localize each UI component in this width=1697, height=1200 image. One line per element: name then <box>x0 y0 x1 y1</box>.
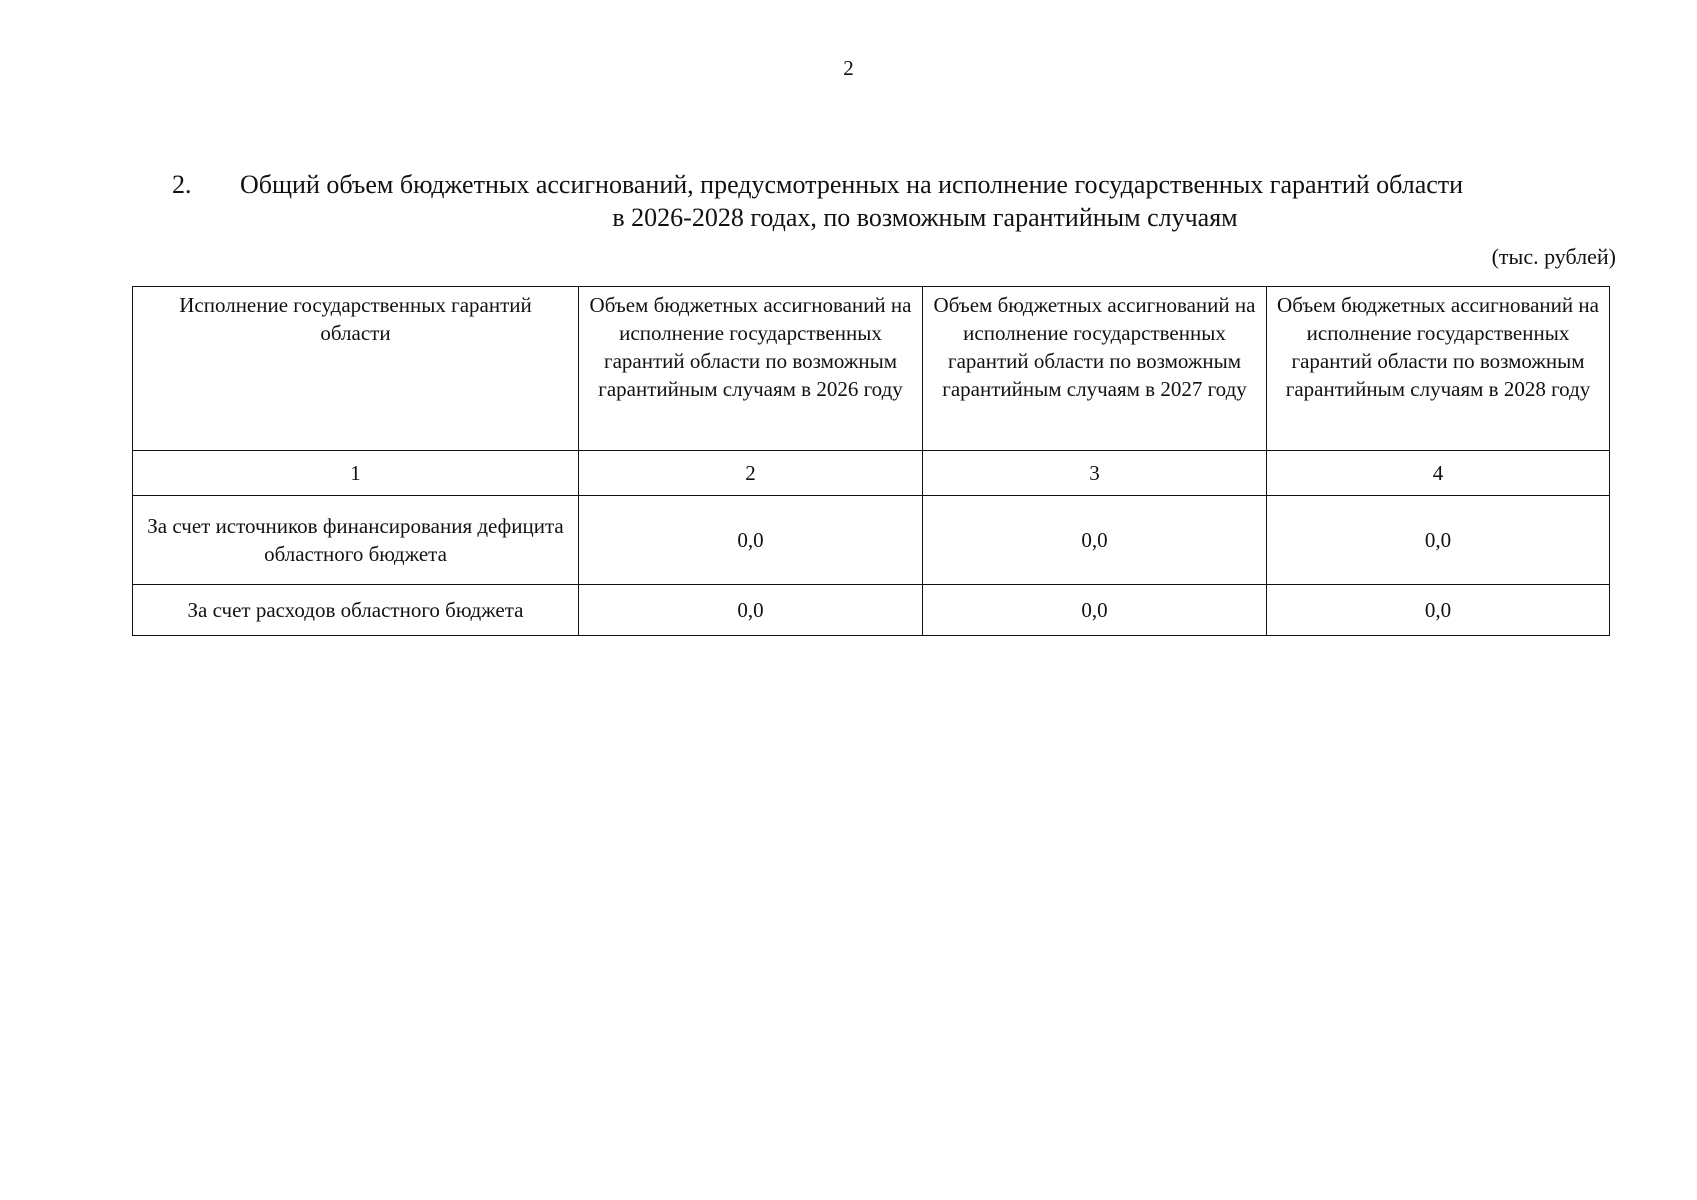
column-number: 1 <box>133 451 579 496</box>
heading-number: 2. <box>172 170 192 199</box>
table-row <box>133 496 1610 585</box>
page-number: 2 <box>843 56 854 80</box>
cell-value-2028: 0,0 <box>1267 496 1610 585</box>
table-header-row <box>133 287 1610 451</box>
column-number: 2 <box>579 451 923 496</box>
cell-value-2027: 0,0 <box>923 496 1267 585</box>
header-volume-2027: Объем бюджетных ассигнований на исполнение государственных гарантий области по возможным гарантийным случаям в 2027 году <box>923 287 1267 451</box>
cell-value-2027: 0,0 <box>923 585 1267 636</box>
section-heading <box>150 168 1610 234</box>
guarantees-table <box>132 286 1610 636</box>
header-volume-2026: Объем бюджетных ассигнований на исполнение государственных гарантий области по возможным гарантийным случаям в 2026 году <box>579 287 923 451</box>
heading-text-line-2: в 2026-2028 годах, по возможным гарантийным случаям <box>612 203 1238 232</box>
cell-value-2026: 0,0 <box>579 496 923 585</box>
table-row <box>133 585 1610 636</box>
header-guarantee-execution: Исполнение государственных гарантий области <box>133 287 579 451</box>
units-label: (тыс. рублей) <box>1491 244 1616 269</box>
column-number: 3 <box>923 451 1267 496</box>
cell-value-2028: 0,0 <box>1267 585 1610 636</box>
row-label: За счет расходов областного бюджета <box>133 585 579 636</box>
header-volume-2028: Объем бюджетных ассигнований на исполнение государственных гарантий области по возможным гарантийным случаям в 2028 году <box>1267 287 1610 451</box>
heading-line-1 <box>150 168 1610 201</box>
cell-value-2026: 0,0 <box>579 585 923 636</box>
heading-text-line-1: Общий объем бюджетных ассигнований, предусмотренных на исполнение государственных гарантий области <box>240 170 1464 199</box>
row-label: За счет источников финансирования дефицита областного бюджета <box>133 496 579 585</box>
column-number: 4 <box>1267 451 1610 496</box>
column-number-row <box>133 451 1610 496</box>
